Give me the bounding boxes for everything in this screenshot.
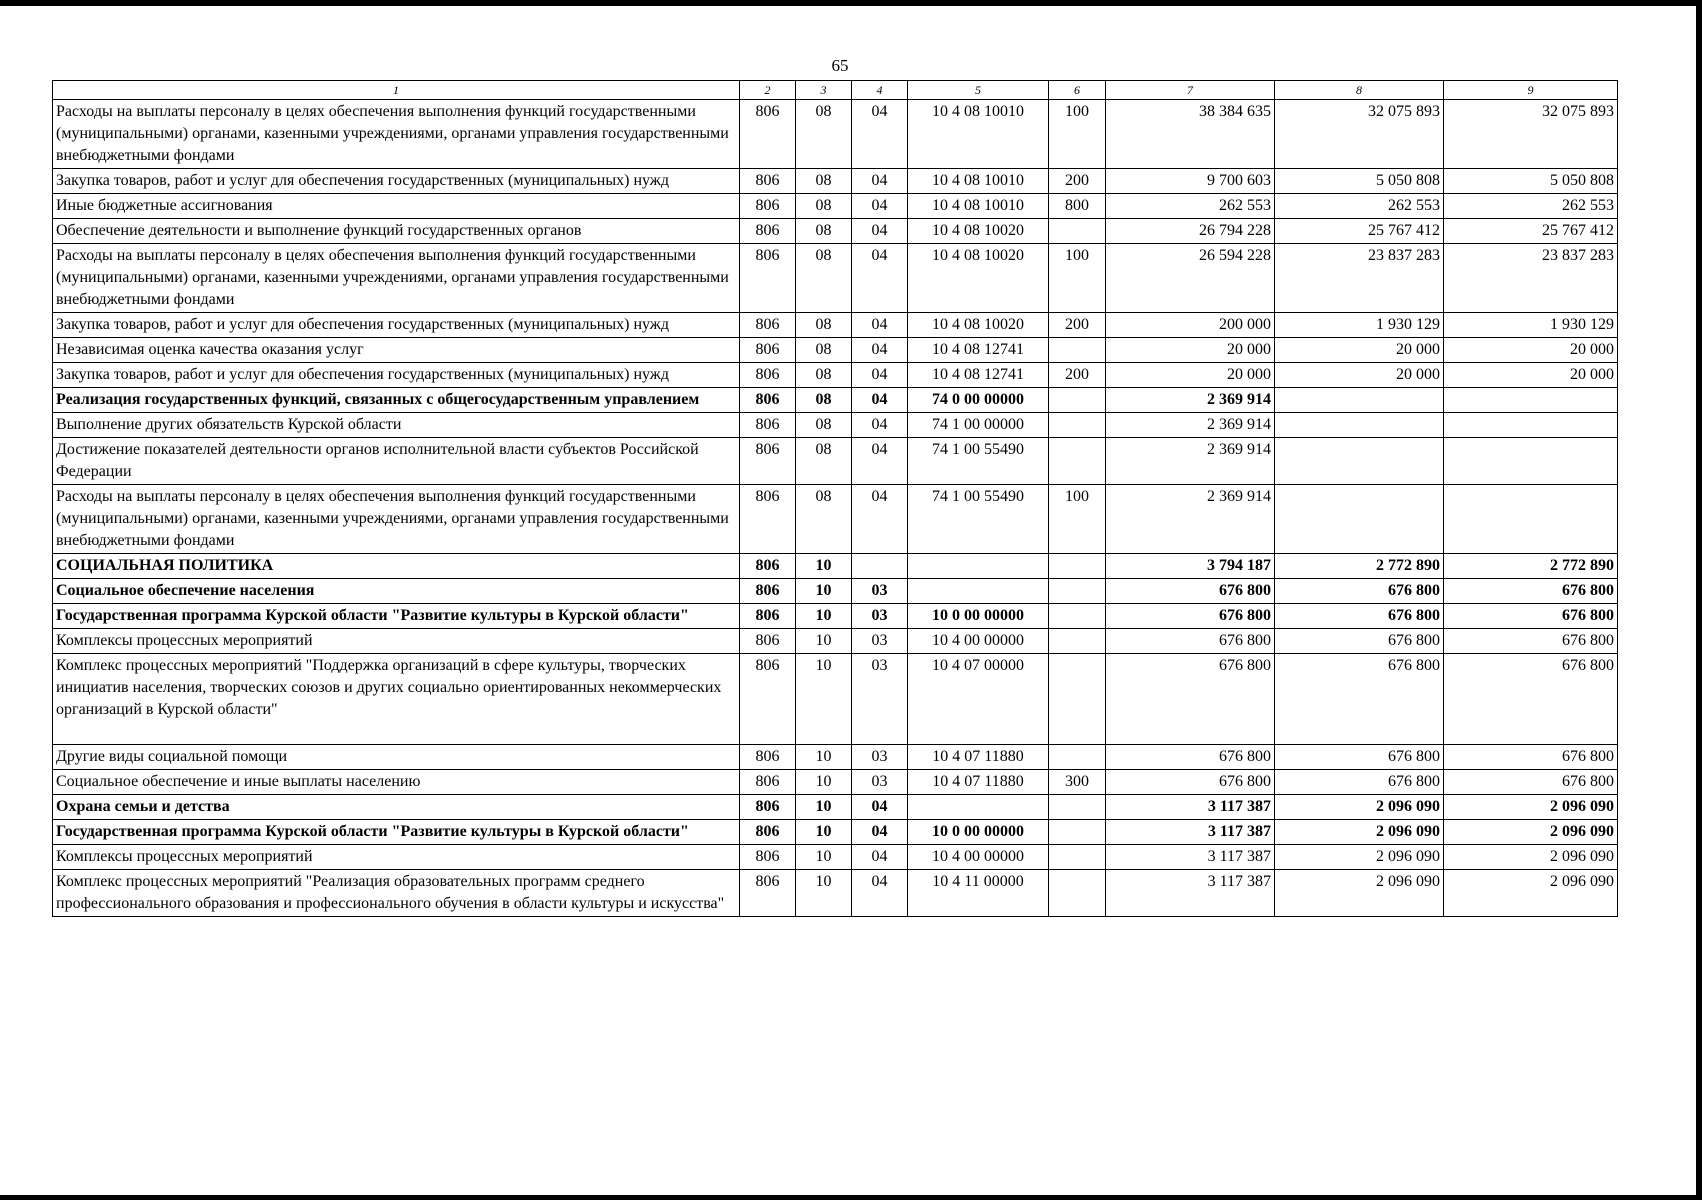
amount-year1-cell: 3 117 387 <box>1106 870 1275 917</box>
amount-year2-cell: 262 553 <box>1275 194 1444 219</box>
expense-type-cell <box>1049 604 1106 629</box>
target-article-cell: 10 4 07 11880 <box>908 770 1049 795</box>
table-row <box>53 169 1618 194</box>
amount-year2-cell: 20 000 <box>1275 363 1444 388</box>
expense-type-cell <box>1049 338 1106 363</box>
section-code-cell: 10 <box>796 845 852 870</box>
subsection-code-cell: 03 <box>852 654 908 745</box>
amount-year2-cell: 676 800 <box>1275 654 1444 745</box>
row-name-cell: Государственная программа Курской области "Развитие культуры в Курской области" <box>53 604 740 629</box>
amount-year2-cell: 676 800 <box>1275 745 1444 770</box>
table-row <box>53 413 1618 438</box>
amount-year3-cell: 2 096 090 <box>1444 870 1618 917</box>
amount-year3-cell: 2 096 090 <box>1444 845 1618 870</box>
ministry-code-cell: 806 <box>740 870 796 917</box>
amount-year1-cell: 26 794 228 <box>1106 219 1275 244</box>
section-code-cell: 10 <box>796 795 852 820</box>
row-name-cell: Социальное обеспечение населения <box>53 579 740 604</box>
section-code-cell: 10 <box>796 629 852 654</box>
amount-year1-cell: 676 800 <box>1106 770 1275 795</box>
amount-year2-cell: 676 800 <box>1275 604 1444 629</box>
amount-year2-cell: 1 930 129 <box>1275 313 1444 338</box>
amount-year1-cell: 262 553 <box>1106 194 1275 219</box>
section-code-cell: 10 <box>796 870 852 917</box>
amount-year3-cell: 2 096 090 <box>1444 820 1618 845</box>
expense-type-cell <box>1049 554 1106 579</box>
expense-type-cell <box>1049 438 1106 485</box>
amount-year3-cell: 676 800 <box>1444 629 1618 654</box>
expense-type-cell <box>1049 388 1106 413</box>
ministry-code-cell: 806 <box>740 629 796 654</box>
amount-year2-cell <box>1275 485 1444 554</box>
target-article-cell: 10 0 00 00000 <box>908 604 1049 629</box>
amount-year3-cell: 676 800 <box>1444 604 1618 629</box>
amount-year3-cell: 676 800 <box>1444 654 1618 745</box>
ministry-code-cell: 806 <box>740 219 796 244</box>
amount-year3-cell: 676 800 <box>1444 745 1618 770</box>
amount-year1-cell: 3 117 387 <box>1106 820 1275 845</box>
ministry-code-cell: 806 <box>740 795 796 820</box>
target-article-cell: 10 4 07 11880 <box>908 745 1049 770</box>
table-row <box>53 629 1618 654</box>
table-row <box>53 745 1618 770</box>
row-name-cell: Независимая оценка качества оказания услуг <box>53 338 740 363</box>
section-code-cell: 08 <box>796 194 852 219</box>
section-code-cell: 08 <box>796 169 852 194</box>
row-name-cell: Охрана семьи и детства <box>53 795 740 820</box>
subsection-code-cell: 03 <box>852 745 908 770</box>
table-row <box>53 338 1618 363</box>
col-header-6: 6 <box>1049 81 1106 100</box>
amount-year1-cell: 676 800 <box>1106 629 1275 654</box>
expense-type-cell <box>1049 219 1106 244</box>
section-code-cell: 08 <box>796 100 852 169</box>
target-article-cell: 10 4 08 10010 <box>908 194 1049 219</box>
col-header-1: 1 <box>53 81 740 100</box>
page-number: 65 <box>831 56 849 75</box>
expense-type-cell: 800 <box>1049 194 1106 219</box>
ministry-code-cell: 806 <box>740 554 796 579</box>
table-row <box>53 438 1618 485</box>
amount-year3-cell: 262 553 <box>1444 194 1618 219</box>
amount-year3-cell: 20 000 <box>1444 363 1618 388</box>
section-code-cell: 10 <box>796 820 852 845</box>
amount-year2-cell: 23 837 283 <box>1275 244 1444 313</box>
amount-year3-cell: 676 800 <box>1444 579 1618 604</box>
amount-year3-cell <box>1444 388 1618 413</box>
expense-type-cell: 200 <box>1049 169 1106 194</box>
scan-border-bottom <box>0 1195 1702 1200</box>
section-code-cell: 10 <box>796 554 852 579</box>
subsection-code-cell: 04 <box>852 485 908 554</box>
amount-year3-cell: 5 050 808 <box>1444 169 1618 194</box>
expense-type-cell <box>1049 579 1106 604</box>
target-article-cell: 74 1 00 55490 <box>908 485 1049 554</box>
subsection-code-cell: 04 <box>852 388 908 413</box>
subsection-code-cell: 03 <box>852 579 908 604</box>
ministry-code-cell: 806 <box>740 579 796 604</box>
target-article-cell: 10 4 08 10010 <box>908 169 1049 194</box>
amount-year2-cell: 2 096 090 <box>1275 845 1444 870</box>
amount-year2-cell: 2 096 090 <box>1275 820 1444 845</box>
ministry-code-cell: 806 <box>740 745 796 770</box>
section-code-cell: 10 <box>796 745 852 770</box>
expense-type-cell <box>1049 795 1106 820</box>
table-row <box>53 388 1618 413</box>
row-name-cell: Выполнение других обязательств Курской области <box>53 413 740 438</box>
scan-border-top <box>0 0 1702 6</box>
expense-type-cell: 100 <box>1049 485 1106 554</box>
amount-year1-cell: 676 800 <box>1106 604 1275 629</box>
amount-year3-cell: 32 075 893 <box>1444 100 1618 169</box>
table-row <box>53 194 1618 219</box>
section-code-cell: 08 <box>796 388 852 413</box>
ministry-code-cell: 806 <box>740 338 796 363</box>
amount-year3-cell: 25 767 412 <box>1444 219 1618 244</box>
section-code-cell: 08 <box>796 338 852 363</box>
target-article-cell: 10 4 11 00000 <box>908 870 1049 917</box>
ministry-code-cell: 806 <box>740 770 796 795</box>
subsection-code-cell: 04 <box>852 845 908 870</box>
target-article-cell <box>908 795 1049 820</box>
target-article-cell: 74 1 00 55490 <box>908 438 1049 485</box>
amount-year2-cell: 676 800 <box>1275 629 1444 654</box>
amount-year2-cell: 2 096 090 <box>1275 870 1444 917</box>
subsection-code-cell: 04 <box>852 820 908 845</box>
amount-year1-cell: 38 384 635 <box>1106 100 1275 169</box>
expense-type-cell <box>1049 870 1106 917</box>
table-row <box>53 485 1618 554</box>
target-article-cell: 10 4 08 12741 <box>908 338 1049 363</box>
ministry-code-cell: 806 <box>740 244 796 313</box>
amount-year3-cell: 2 096 090 <box>1444 795 1618 820</box>
amount-year1-cell: 3 794 187 <box>1106 554 1275 579</box>
section-code-cell: 10 <box>796 604 852 629</box>
row-name-cell: Иные бюджетные ассигнования <box>53 194 740 219</box>
target-article-cell: 10 4 08 12741 <box>908 363 1049 388</box>
amount-year1-cell: 676 800 <box>1106 654 1275 745</box>
amount-year2-cell: 20 000 <box>1275 338 1444 363</box>
budget-table <box>52 80 1618 917</box>
subsection-code-cell: 04 <box>852 219 908 244</box>
amount-year1-cell: 2 369 914 <box>1106 388 1275 413</box>
subsection-code-cell: 03 <box>852 604 908 629</box>
ministry-code-cell: 806 <box>740 413 796 438</box>
section-code-cell: 08 <box>796 363 852 388</box>
amount-year1-cell: 20 000 <box>1106 363 1275 388</box>
table-row <box>53 795 1618 820</box>
amount-year2-cell: 25 767 412 <box>1275 219 1444 244</box>
amount-year1-cell: 3 117 387 <box>1106 795 1275 820</box>
table-row <box>53 870 1618 917</box>
section-code-cell: 08 <box>796 413 852 438</box>
section-code-cell: 08 <box>796 313 852 338</box>
amount-year3-cell <box>1444 438 1618 485</box>
section-code-cell: 08 <box>796 485 852 554</box>
expense-type-cell: 300 <box>1049 770 1106 795</box>
row-name-cell: СОЦИАЛЬНАЯ ПОЛИТИКА <box>53 554 740 579</box>
col-header-4: 4 <box>852 81 908 100</box>
col-header-3: 3 <box>796 81 852 100</box>
ministry-code-cell: 806 <box>740 485 796 554</box>
amount-year2-cell <box>1275 388 1444 413</box>
expense-type-cell <box>1049 629 1106 654</box>
amount-year2-cell <box>1275 413 1444 438</box>
amount-year2-cell: 32 075 893 <box>1275 100 1444 169</box>
expense-type-cell: 100 <box>1049 244 1106 313</box>
subsection-code-cell: 04 <box>852 363 908 388</box>
row-name-cell: Комплексы процессных мероприятий <box>53 629 740 654</box>
col-header-2: 2 <box>740 81 796 100</box>
amount-year2-cell: 676 800 <box>1275 770 1444 795</box>
ministry-code-cell: 806 <box>740 194 796 219</box>
subsection-code-cell: 04 <box>852 413 908 438</box>
row-name-cell: Закупка товаров, работ и услуг для обеспечения государственных (муниципальных) нужд <box>53 169 740 194</box>
table-row <box>53 604 1618 629</box>
expense-type-cell <box>1049 845 1106 870</box>
ministry-code-cell: 806 <box>740 388 796 413</box>
row-name-cell: Другие виды социальной помощи <box>53 745 740 770</box>
ministry-code-cell: 806 <box>740 654 796 745</box>
expense-type-cell: 200 <box>1049 313 1106 338</box>
row-name-cell: Расходы на выплаты персоналу в целях обеспечения выполнения функций государственными (муниципальными) органами, казенными учреждениями, органами управления государственными внебюджетными фондами <box>53 244 740 313</box>
amount-year3-cell: 2 772 890 <box>1444 554 1618 579</box>
col-header-9: 9 <box>1444 81 1618 100</box>
amount-year2-cell: 2 096 090 <box>1275 795 1444 820</box>
row-name-cell: Комплексы процессных мероприятий <box>53 845 740 870</box>
col-header-8: 8 <box>1275 81 1444 100</box>
table-row <box>53 770 1618 795</box>
subsection-code-cell: 04 <box>852 870 908 917</box>
section-code-cell: 10 <box>796 579 852 604</box>
section-code-cell: 08 <box>796 219 852 244</box>
amount-year3-cell: 23 837 283 <box>1444 244 1618 313</box>
table-row <box>53 845 1618 870</box>
expense-type-cell <box>1049 745 1106 770</box>
target-article-cell: 10 4 00 00000 <box>908 845 1049 870</box>
table-row <box>53 579 1618 604</box>
row-name-cell: Социальное обеспечение и иные выплаты населению <box>53 770 740 795</box>
expense-type-cell: 200 <box>1049 363 1106 388</box>
table-row <box>53 654 1618 745</box>
target-article-cell: 10 4 07 00000 <box>908 654 1049 745</box>
ministry-code-cell: 806 <box>740 313 796 338</box>
amount-year1-cell: 20 000 <box>1106 338 1275 363</box>
scan-border-right <box>1696 0 1702 1200</box>
table-row <box>53 244 1618 313</box>
target-article-cell: 10 0 00 00000 <box>908 820 1049 845</box>
subsection-code-cell: 04 <box>852 169 908 194</box>
subsection-code-cell: 03 <box>852 770 908 795</box>
target-article-cell: 10 4 08 10020 <box>908 244 1049 313</box>
ministry-code-cell: 806 <box>740 845 796 870</box>
ministry-code-cell: 806 <box>740 438 796 485</box>
row-name-cell: Расходы на выплаты персоналу в целях обеспечения выполнения функций государственными (муниципальными) органами, казенными учреждениями, органами управления государственными внебюджетными фондами <box>53 485 740 554</box>
col-header-5: 5 <box>908 81 1049 100</box>
amount-year2-cell: 676 800 <box>1275 579 1444 604</box>
ministry-code-cell: 806 <box>740 604 796 629</box>
section-code-cell: 08 <box>796 438 852 485</box>
subsection-code-cell: 04 <box>852 100 908 169</box>
subsection-code-cell: 04 <box>852 338 908 363</box>
amount-year1-cell: 26 594 228 <box>1106 244 1275 313</box>
amount-year3-cell <box>1444 485 1618 554</box>
amount-year3-cell: 676 800 <box>1444 770 1618 795</box>
amount-year1-cell: 676 800 <box>1106 745 1275 770</box>
target-article-cell: 74 1 00 00000 <box>908 413 1049 438</box>
row-name-cell: Достижение показателей деятельности органов исполнительной власти субъектов Российской Федерации <box>53 438 740 485</box>
target-article-cell: 10 4 08 10010 <box>908 100 1049 169</box>
amount-year3-cell: 20 000 <box>1444 338 1618 363</box>
amount-year3-cell: 1 930 129 <box>1444 313 1618 338</box>
ministry-code-cell: 806 <box>740 363 796 388</box>
table-row <box>53 554 1618 579</box>
ministry-code-cell: 806 <box>740 169 796 194</box>
amount-year2-cell: 5 050 808 <box>1275 169 1444 194</box>
row-name-cell: Закупка товаров, работ и услуг для обеспечения государственных (муниципальных) нужд <box>53 363 740 388</box>
row-name-cell: Государственная программа Курской области "Развитие культуры в Курской области" <box>53 820 740 845</box>
target-article-cell: 10 4 08 10020 <box>908 313 1049 338</box>
expense-type-cell: 100 <box>1049 100 1106 169</box>
row-name-cell: Реализация государственных функций, связанных с общегосударственным управлением <box>53 388 740 413</box>
table-row <box>53 820 1618 845</box>
amount-year2-cell: 2 772 890 <box>1275 554 1444 579</box>
amount-year1-cell: 9 700 603 <box>1106 169 1275 194</box>
target-article-cell <box>908 554 1049 579</box>
table-row <box>53 313 1618 338</box>
row-name-cell: Обеспечение деятельности и выполнение функций государственных органов <box>53 219 740 244</box>
subsection-code-cell: 03 <box>852 629 908 654</box>
row-name-cell: Комплекс процессных мероприятий "Реализация образовательных программ среднего профессионального образования и профессионального обучения в области культуры и искусства" <box>53 870 740 917</box>
amount-year1-cell: 200 000 <box>1106 313 1275 338</box>
col-header-7: 7 <box>1106 81 1275 100</box>
target-article-cell: 74 0 00 00000 <box>908 388 1049 413</box>
subsection-code-cell: 04 <box>852 313 908 338</box>
expense-type-cell <box>1049 654 1106 745</box>
section-code-cell: 10 <box>796 770 852 795</box>
amount-year1-cell: 2 369 914 <box>1106 438 1275 485</box>
table-row <box>53 363 1618 388</box>
section-code-cell: 10 <box>796 654 852 745</box>
row-name-cell: Комплекс процессных мероприятий "Поддержка организаций в сфере культуры, творческих инициатив населения, творческих союзов и других социально ориентированных некоммерческих организаций в Курской области" <box>53 654 740 745</box>
amount-year1-cell: 2 369 914 <box>1106 485 1275 554</box>
subsection-code-cell: 04 <box>852 438 908 485</box>
expense-type-cell <box>1049 413 1106 438</box>
amount-year3-cell <box>1444 413 1618 438</box>
subsection-code-cell <box>852 554 908 579</box>
amount-year1-cell: 676 800 <box>1106 579 1275 604</box>
subsection-code-cell: 04 <box>852 795 908 820</box>
table-row <box>53 100 1618 169</box>
target-article-cell: 10 4 00 00000 <box>908 629 1049 654</box>
ministry-code-cell: 806 <box>740 820 796 845</box>
column-number-row <box>53 81 1618 100</box>
amount-year1-cell: 3 117 387 <box>1106 845 1275 870</box>
section-code-cell: 08 <box>796 244 852 313</box>
amount-year1-cell: 2 369 914 <box>1106 413 1275 438</box>
row-name-cell: Расходы на выплаты персоналу в целях обеспечения выполнения функций государственными (муниципальными) органами, казенными учреждениями, органами управления государственными внебюджетными фондами <box>53 100 740 169</box>
row-name-cell: Закупка товаров, работ и услуг для обеспечения государственных (муниципальных) нужд <box>53 313 740 338</box>
subsection-code-cell: 04 <box>852 194 908 219</box>
target-article-cell <box>908 579 1049 604</box>
target-article-cell: 10 4 08 10020 <box>908 219 1049 244</box>
amount-year2-cell <box>1275 438 1444 485</box>
expense-type-cell <box>1049 820 1106 845</box>
table-row <box>53 219 1618 244</box>
ministry-code-cell: 806 <box>740 100 796 169</box>
subsection-code-cell: 04 <box>852 244 908 313</box>
